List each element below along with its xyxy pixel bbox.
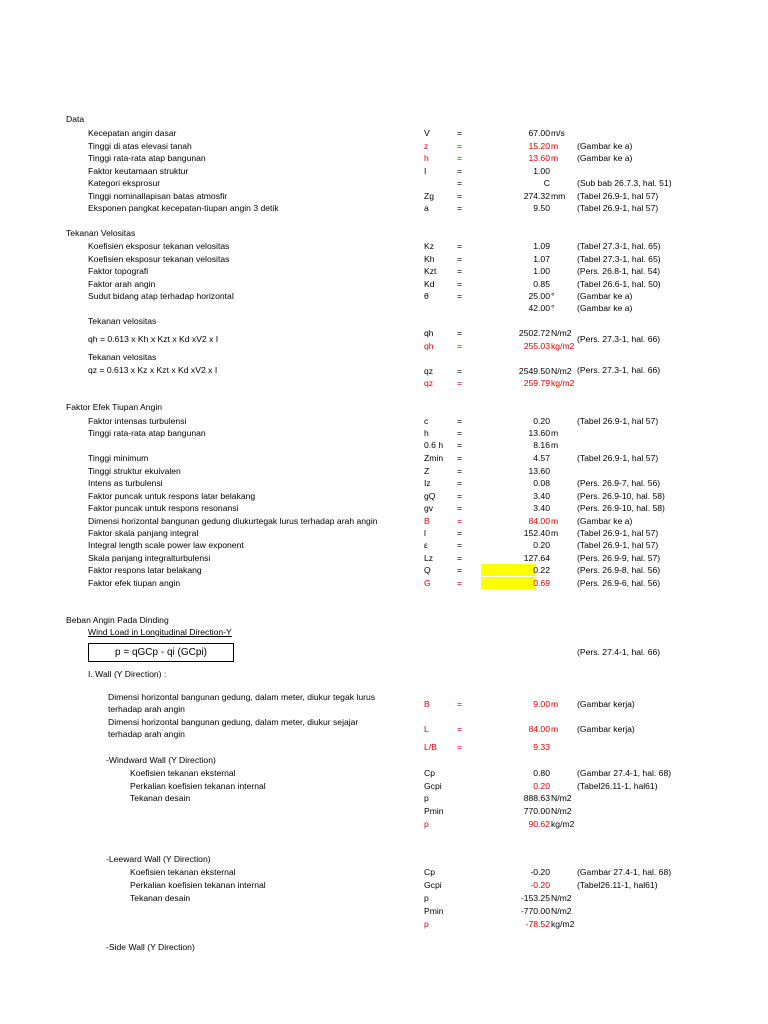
row-symbol: G [424,578,431,588]
row-value [470,290,550,302]
lb-equals: = [457,742,463,752]
row-symbol: Kh [424,254,435,264]
row-label: Tinggi struktur ekuivalen [88,466,181,476]
wall-row-symbol: p [424,893,429,903]
dimension-unit: m [551,699,559,709]
row-equals: = [457,366,463,376]
row-reference: (Pers. 26.9-6, hal. 56) [577,578,661,588]
table-row [0,265,768,277]
row-equals: = [457,128,463,138]
row-unit: m/s [551,128,565,138]
table-row [0,415,768,427]
row-label: Koefisien eksposur tekanan velositas [88,241,230,251]
dimension-row [0,723,768,735]
row-equals: = [457,328,463,338]
table-row [0,577,768,589]
row-equals: = [457,378,463,388]
row-value [470,552,550,564]
row-label: Faktor arah angin [88,279,156,289]
table-row [0,240,768,252]
wall-row-label: Tekanan desain [130,893,191,903]
row-value-number: 0.08 [533,478,550,488]
row-value [470,365,550,377]
row-value-number: 2502.72 [518,328,550,338]
row-value-number: 259.79 [523,378,550,388]
wall-row-symbol: Pmin [424,906,444,916]
row-value [470,140,550,152]
row-value-number: 42.00 [528,303,550,313]
dimension-equals: = [457,724,463,734]
row-unit: kg/m2 [551,378,575,388]
row-value-number: 15.20 [528,141,550,151]
dimension-row [0,698,768,710]
row-unit: m [551,440,559,450]
pressure-formula-box: p = qGCp - qi (GCpi) [88,643,234,662]
wall-row-symbol: p [424,819,429,829]
table-row [0,477,768,489]
row-label: Faktor puncak untuk respons latar belakang [88,491,256,501]
wall-row-value: 0.80 [533,768,550,778]
row-value [470,340,550,352]
row-label: Faktor respons latar belakang [88,565,202,575]
row-unit: m [551,141,559,151]
wall-row [0,866,768,878]
wall-row-symbol: Gcpi [424,880,442,890]
row-reference: (Tabel 26.9-1, hal 57) [577,453,659,463]
row-value [470,577,550,589]
row-reference: (Gambar ke a) [577,516,633,526]
row-value-number: 8.16 [533,440,550,450]
row-reference: (Sub bab 26.7.3, hal. 51) [577,178,672,188]
dimension-reference: (Gambar kerja) [577,699,635,709]
row-symbol: Zg [424,191,435,201]
row-value-number: 13.60 [528,466,550,476]
row-value [470,377,550,389]
wall-row-unit: kg/m2 [551,819,575,829]
lb-symbol: L/B [424,742,437,752]
row-value-number: C [543,178,550,188]
table-row [0,490,768,502]
table-row [0,515,768,527]
row-symbol: l [424,528,426,538]
row-equals: = [457,516,463,526]
row-symbol: Iz [424,478,431,488]
row-value [470,152,550,164]
wall-row-unit: N/m2 [551,793,572,803]
row-symbol: θ [424,291,429,301]
dimension-symbol: B [424,699,430,709]
wall-row-unit: N/m2 [551,906,572,916]
row-equals: = [457,241,463,251]
row-label: Tinggi di atas elevasi tanah [88,141,192,151]
dimension-unit: m [551,724,559,734]
row-reference: (Gambar ke a) [577,303,633,313]
wall-row [0,780,768,792]
lb-value: 9.33 [533,742,550,752]
row-symbol: a [424,203,429,213]
dimension-value: 84.00 [528,724,550,734]
wall-row [0,767,768,779]
wall-row-symbol: p [424,919,429,929]
qz-formula: qz = 0.613 x Kz x Kzt x Kd xV2 x I [88,365,218,375]
row-value [470,302,550,314]
row-reference: (Tabel 26.9-1, hal 57) [577,203,659,213]
row-label: Sudut bidang atap terhadap horizontal [88,291,234,301]
row-value [470,452,550,464]
row-value-number: 25.00 [528,291,550,301]
row-equals: = [457,166,463,176]
wall-row-reference: (Gambar 27.4-1, hal. 68) [577,867,672,877]
wall-section-subtitle: Wind Load in Longitudinal Direction-Y [88,627,232,637]
row-value [470,527,550,539]
qh-title: Tekanan velositas [88,316,157,326]
qh-reference: (Pers. 27.3-1, hal. 66) [577,334,661,344]
row-unit: m [551,528,559,538]
row-equals: = [457,279,463,289]
qz-title: Tekanan velositas [88,352,157,362]
row-symbol: qz [424,378,434,388]
row-label: Faktor topografi [88,266,149,276]
tekanan-section-title: Tekanan Velositas [66,228,136,238]
row-value [470,415,550,427]
row-equals: = [457,178,463,188]
wall-row-value: 770.00 [523,806,550,816]
row-unit: ° [551,291,555,301]
row-value [470,502,550,514]
side-wall-title: -Side Wall (Y Direction) [106,942,195,952]
table-row [0,202,768,214]
wall-row [0,805,768,817]
row-value [470,515,550,527]
table-row [0,552,768,564]
row-value [470,202,550,214]
row-reference: (Pers. 26.8-1, hal. 54) [577,266,661,276]
row-label: Faktor skala panjang integral [88,528,199,538]
row-value [470,253,550,265]
row-symbol: qz [424,366,434,376]
wall-row-label: Perkalian koefisien tekanan internal [130,880,266,890]
row-equals: = [457,428,463,438]
row-equals: = [457,141,463,151]
row-symbol: gv [424,503,434,513]
row-value-number: 0.22 [533,565,550,575]
table-row [0,278,768,290]
row-symbol: h [424,153,429,163]
row-equals: = [457,341,463,351]
table-row [0,165,768,177]
wall-row-symbol: Pmin [424,806,444,816]
row-value-number: 84.00 [528,516,550,526]
table-row [0,302,768,314]
table-row [0,502,768,514]
row-symbol: B [424,516,430,526]
row-value-number: 0.85 [533,279,550,289]
row-equals: = [457,491,463,501]
dimension-label-line2: terhadap arah angin [108,729,185,739]
row-value-number: 0.20 [533,416,550,426]
wall-row-unit: N/m2 [551,806,572,816]
row-label: Tinggi nominallapisan batas atmosfir [88,191,228,201]
wall-section-title: Beban Angin Pada Dinding [66,615,169,625]
row-equals: = [457,153,463,163]
wall-row-label: Koefisien tekanan eksternal [130,768,236,778]
table-row [0,377,768,389]
leeward-title: -Leeward Wall (Y Direction) [106,854,211,864]
qz-reference: (Pers. 27.3-1, hal. 66) [577,365,661,375]
row-reference: (Gambar ke a) [577,153,633,163]
row-value-number: 1.00 [533,166,550,176]
row-equals: = [457,440,463,450]
table-row [0,452,768,464]
table-row [0,152,768,164]
lb-ratio-row [0,741,768,753]
row-reference: (Tabel 26.9-1, hal 57) [577,191,659,201]
wall-row-value: 90.62 [528,819,550,829]
row-reference: (Pers. 26.9-8, hal. 56) [577,565,661,575]
row-value-number: 3.40 [533,491,550,501]
dimension-label-line1: Dimensi horizontal bangunan gedung, dalam meter, diukur tegak lurus [108,692,376,702]
wall-row-symbol: p [424,793,429,803]
row-value-number: 67.00 [528,128,550,138]
row-equals: = [457,553,463,563]
table-row [0,177,768,189]
row-label: Dimensi horizontal bangunan gedung diukurtegak lurus terhadap arah angin [88,516,378,526]
row-symbol: h [424,428,429,438]
wall-row-unit: kg/m2 [551,919,575,929]
table-row [0,427,768,439]
row-value-number: 9.50 [533,203,550,213]
row-label: Faktor intensas turbulensi [88,416,187,426]
row-label: Tinggi rata-rata atap bangunan [88,428,206,438]
row-value [470,564,550,576]
row-unit: ° [551,303,555,313]
wall-row-value: -770.00 [520,906,550,916]
row-label: Tinggi minimum [88,453,149,463]
row-label: Skala panjang integralturbulensi [88,553,211,563]
row-unit: m [551,516,559,526]
dimension-equals: = [457,699,463,709]
row-label: Faktor efek tiupan angin [88,578,181,588]
row-equals: = [457,203,463,213]
wall-row-label: Koefisien tekanan eksternal [130,867,236,877]
row-symbol: Q [424,565,431,575]
row-value-number: 255.03 [523,341,550,351]
row-value-number: 0.20 [533,540,550,550]
row-symbol: z [424,141,429,151]
row-value [470,439,550,451]
row-symbol: V [424,128,430,138]
row-unit: kg/m2 [551,341,575,351]
row-symbol: Z [424,466,430,476]
wall-row-symbol: Cp [424,867,435,877]
row-value [470,190,550,202]
table-row [0,439,768,451]
row-symbol: gQ [424,491,436,501]
row-value-number: 152.40 [523,528,550,538]
row-value [470,427,550,439]
wall-row [0,892,768,904]
row-reference: (Pers. 26.9-7, hal. 56) [577,478,661,488]
row-reference: (Tabel 26.6-1, hal. 50) [577,279,661,289]
row-value [470,327,550,339]
row-equals: = [457,528,463,538]
row-label: Tinggi rata-rata atap bangunan [88,153,206,163]
row-symbol: I [424,166,427,176]
dimension-reference: (Gambar kerja) [577,724,635,734]
row-equals: = [457,291,463,301]
row-unit: m [551,153,559,163]
wall-row-symbol: Cp [424,768,435,778]
row-symbol: Kd [424,279,435,289]
row-label: Eksponen pangkat kecepatan-tiupan angin 3 detik [88,203,279,213]
row-label: Kecepatan angin dasar [88,128,177,138]
wall-row-value: -78.52 [525,919,550,929]
row-equals: = [457,478,463,488]
row-label: Integral length scale power law exponent [88,540,244,550]
row-symbol: 0.6 h [424,440,444,450]
row-reference: (Tabel 26.9-1, hal 57) [577,540,659,550]
row-value-number: 1.07 [533,254,550,264]
row-unit: m [551,428,559,438]
wall-row-value: -0.20 [530,867,550,877]
wall-row-symbol: Gcpi [424,781,442,791]
row-reference: (Pers. 26.9-9, hal. 57) [577,553,661,563]
row-symbol: Kzt [424,266,437,276]
wall-y-title: I. Wall (Y Direction) : [88,669,167,679]
row-reference: (Tabel 27.3-1, hal. 65) [577,254,661,264]
row-unit: N/m2 [551,366,572,376]
row-value-number: 13.60 [528,428,550,438]
wall-row [0,905,768,917]
table-row [0,190,768,202]
row-label: Intens as turbulensi [88,478,163,488]
row-reference: (Pers. 26.9-10, hal. 58) [577,491,665,501]
row-value-number: 127.64 [523,553,550,563]
wall-row [0,818,768,830]
windward-title: -Windward Wall (Y Direction) [106,755,216,765]
row-symbol: Kz [424,241,435,251]
row-reference: (Pers. 26.9-10, hal. 58) [577,503,665,513]
table-row [0,140,768,152]
gust-section-title: Faktor Efek Tiupan Angin [66,402,163,412]
data-section-title: Data [66,114,85,124]
row-equals: = [457,540,463,550]
row-value-number: 4.57 [533,453,550,463]
row-value [470,477,550,489]
row-value [470,278,550,290]
row-equals: = [457,453,463,463]
row-value-number: 0.69 [533,578,550,588]
row-value [470,265,550,277]
row-equals: = [457,503,463,513]
row-value [470,490,550,502]
row-value-number: 274.32 [523,191,550,201]
wall-row [0,879,768,891]
pressure-formula-reference: (Pers. 27.4-1, hal. 66) [577,647,661,657]
wall-row-label: Tekanan desain [130,793,191,803]
row-value [470,127,550,139]
table-row [0,564,768,576]
wall-row-unit: N/m2 [551,893,572,903]
row-value [470,465,550,477]
row-value-number: 13.60 [528,153,550,163]
wall-row-value: 888.63 [523,793,550,803]
row-value [470,165,550,177]
row-reference: (Tabel 27.3-1, hal. 65) [577,241,661,251]
table-row [0,127,768,139]
row-reference: (Gambar ke a) [577,291,633,301]
row-label: Faktor puncak untuk respons resonansi [88,503,239,513]
row-equals: = [457,416,463,426]
row-unit: mm [551,191,566,201]
table-row [0,465,768,477]
dimension-label-line2: terhadap arah angin [108,704,185,714]
row-value-number: 1.00 [533,266,550,276]
row-value [470,177,550,189]
wall-row-value: -153.25 [520,893,550,903]
row-reference: (Gambar ke a) [577,141,633,151]
row-equals: = [457,266,463,276]
row-symbol: c [424,416,429,426]
row-reference: (Tabel 26.9-1, hal 57) [577,528,659,538]
table-row [0,539,768,551]
table-row [0,253,768,265]
row-symbol: ε [424,540,428,550]
row-unit: N/m2 [551,328,572,338]
wall-row-reference: (Gambar 27.4-1, hal. 68) [577,768,672,778]
wall-row-value: 0.20 [533,781,550,791]
row-label: Faktor keutamaan struktur [88,166,189,176]
dimension-value: 9.00 [533,699,550,709]
row-symbol: Zmin [424,453,444,463]
row-equals: = [457,254,463,264]
row-equals: = [457,191,463,201]
dimension-label-line1: Dimensi horizontal bangunan gedung, dalam meter, diukur sejajar [108,717,359,727]
wall-row [0,918,768,930]
row-reference: (Tabel 26.9-1, hal 57) [577,416,659,426]
row-equals: = [457,466,463,476]
row-value [470,240,550,252]
row-value [470,539,550,551]
row-value-number: 2549.50 [518,366,550,376]
row-equals: = [457,565,463,575]
row-symbol: qh [424,328,434,338]
wall-row-label: Perkalian koefisien tekanan internal [130,781,266,791]
row-symbol: qh [424,341,434,351]
wall-row [0,792,768,804]
wall-row-reference: (Tabel26.11-1, hal61) [577,880,658,890]
qh-formula: qh = 0.613 x Kh x Kzt x Kd xV2 x I [88,334,219,344]
row-label: Kategori eksprosur [88,178,161,188]
wall-row-value: -0.20 [530,880,550,890]
row-equals: = [457,578,463,588]
row-label: Koefisien eksposur tekanan velositas [88,254,230,264]
dimension-symbol: L [424,724,429,734]
row-value-number: 1.09 [533,241,550,251]
wall-row-reference: (Tabel26.11-1, hal61) [577,781,658,791]
table-row [0,527,768,539]
row-value-number: 3.40 [533,503,550,513]
row-symbol: Lz [424,553,434,563]
table-row [0,290,768,302]
